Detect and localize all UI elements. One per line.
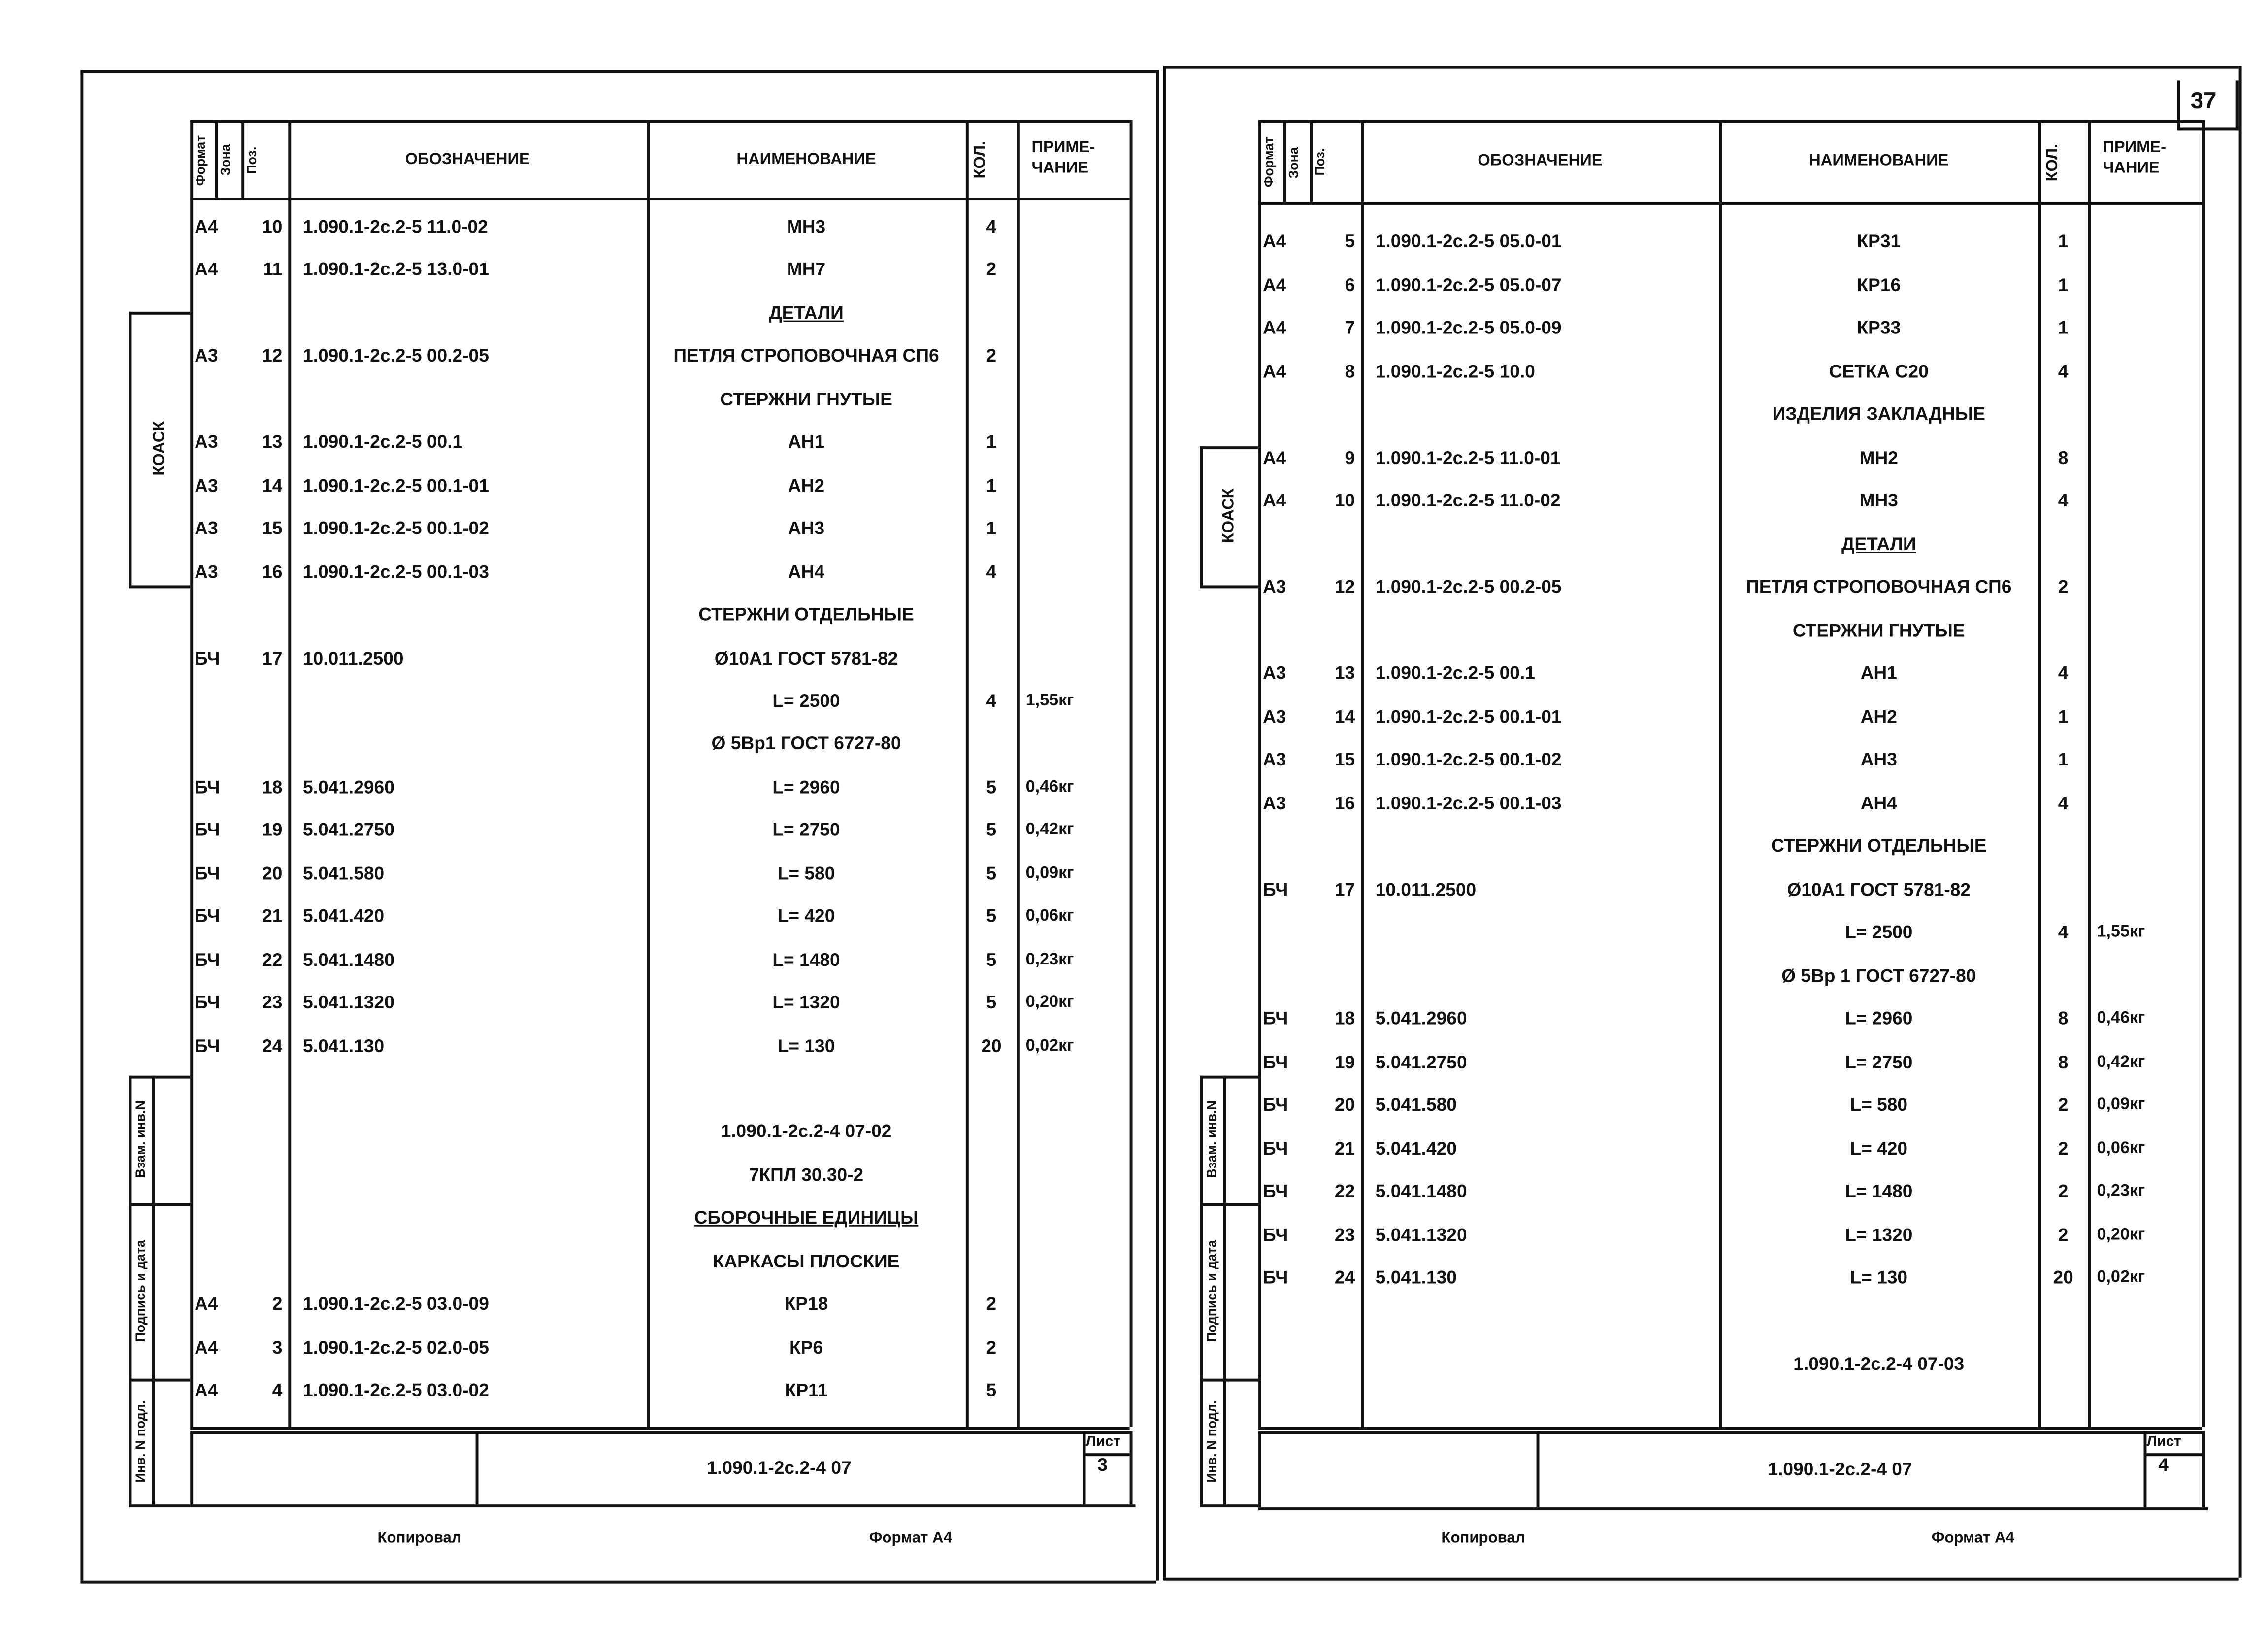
designation-cell: 5.041.130 [302, 1035, 385, 1056]
rule-line [2239, 66, 2242, 1578]
pos-cell: 3 [272, 1337, 283, 1358]
pos-cell: 14 [1334, 706, 1355, 727]
pos-cell: 8 [1345, 361, 1355, 381]
note-cell: 0,09кг [1025, 864, 1074, 882]
note-cell: 0,42кг [1025, 821, 1074, 839]
name-cell: МН2 [1859, 447, 1898, 468]
qty-cell: 1 [2058, 274, 2069, 295]
designation-cell: 10.011.2500 [1375, 879, 1477, 899]
rule-line [80, 70, 1156, 73]
rule-line [1163, 66, 1166, 1578]
name-cell: АН1 [788, 432, 825, 453]
rule-line [2038, 120, 2041, 1427]
format-cell: А4 [1262, 361, 1286, 381]
rule-line [1537, 1431, 1540, 1507]
koask-stamp: КОАСК [151, 421, 168, 476]
name-cell: L= 420 [1850, 1137, 1908, 1159]
name-cell: L= 580 [777, 863, 835, 884]
pos-cell: 21 [262, 906, 283, 927]
name-cell: ПЕТЛЯ СТРОПОВОЧНАЯ СП6 [673, 346, 939, 366]
name-cell: СЕТКА С20 [1829, 361, 1929, 381]
rule-line [1258, 202, 2202, 205]
rule-line [476, 1431, 479, 1505]
pos-cell: 22 [1334, 1181, 1355, 1202]
note-cell: 0,09кг [2097, 1096, 2145, 1114]
rule-line [80, 70, 83, 1581]
rule-line [966, 120, 969, 1427]
note-cell: 0,02кг [2097, 1268, 2145, 1287]
name-cell: АН4 [1860, 792, 1897, 813]
sign-date-stamp: Подпись и дата [1204, 1239, 1219, 1342]
sheet-label: Лист [1085, 1434, 1120, 1451]
designation-cell: 1.090.1-2с.2-5 00.1 [1375, 663, 1535, 684]
pos-cell: 23 [262, 992, 283, 1013]
qty-cell: 5 [986, 992, 997, 1013]
designation-cell: 5.041.1320 [302, 992, 394, 1013]
qty-cell: 2 [2058, 1137, 2069, 1159]
qty-cell: 1 [986, 475, 997, 496]
format-cell: БЧ [195, 777, 220, 798]
format-label: Формат А4 [869, 1529, 952, 1547]
format-cell: БЧ [195, 820, 220, 841]
qty-cell: 4 [986, 216, 997, 237]
format-header: Формат [193, 135, 208, 186]
rule-line [1163, 66, 2239, 69]
format-cell: БЧ [195, 906, 220, 927]
qty-cell: 2 [2058, 1224, 2069, 1245]
qty-cell: 4 [2058, 792, 2069, 813]
qty-cell: 1 [986, 518, 997, 539]
name-cell: L= 2960 [1845, 1008, 1913, 1029]
note-header-2: ЧАНИЕ [2103, 159, 2160, 177]
designation-cell: 1.090.1-2с.2-5 00.1-01 [1375, 706, 1562, 727]
sign-date-stamp: Подпись и дата [133, 1239, 148, 1342]
rule-line [1258, 120, 2202, 123]
format-cell: А4 [195, 1380, 218, 1401]
format-cell: БЧ [195, 949, 220, 970]
designation-cell: 1.090.1-2с.2-5 05.0-01 [1375, 231, 1562, 252]
qty-cell: 20 [2053, 1267, 2073, 1288]
qty-cell: 2 [2058, 1095, 2069, 1115]
pos-cell: 14 [262, 475, 283, 496]
name-cell: АН2 [1860, 706, 1897, 727]
name-cell: КР11 [785, 1380, 828, 1401]
page-number: 37 [2190, 89, 2217, 114]
designation-header: ОБОЗНАЧЕНИЕ [1478, 152, 1603, 170]
name-cell: L= 130 [777, 1035, 835, 1056]
rule-line [190, 120, 1129, 123]
pos-cell: 10 [1334, 490, 1355, 511]
designation-cell: 1.090.1-2с.2-5 02.0-05 [302, 1337, 489, 1358]
name-cell: L= 2500 [772, 691, 840, 711]
pos-cell: 21 [1334, 1137, 1355, 1159]
rule-line [190, 198, 1129, 200]
qty-header: КОЛ. [2044, 143, 2062, 182]
inv-replace-stamp: Взам. инв.N [133, 1100, 148, 1178]
name-cell: МН7 [787, 260, 826, 280]
designation-cell: 5.041.2750 [1375, 1051, 1467, 1072]
pos-cell: 16 [262, 561, 283, 582]
rule-line [1258, 120, 1261, 1427]
name-header: НАИМЕНОВАНИЕ [736, 150, 876, 168]
designation-cell: 1.090.1-2с.2-5 00.2-05 [1375, 576, 1562, 598]
qty-cell: 1 [986, 432, 997, 453]
name-cell: L= 1480 [772, 949, 840, 970]
designation-cell: 5.041.2750 [302, 820, 394, 841]
format-cell: А3 [1262, 706, 1286, 727]
format-cell: БЧ [195, 1035, 220, 1056]
format-cell: БЧ [1262, 1008, 1288, 1029]
rule-line [190, 1504, 1135, 1507]
note-cell: 0,02кг [1025, 1037, 1074, 1055]
name-cell: Ø 5Вр 1 ГОСТ 6727-80 [1781, 965, 1976, 986]
qty-cell: 1 [2058, 706, 2069, 727]
format-cell: БЧ [1262, 1267, 1288, 1288]
inv-orig-stamp: Инв. N подл. [1204, 1400, 1219, 1483]
name-cell: СТЕРЖНИ ОТДЕЛЬНЫЕ [1771, 835, 1987, 857]
rule-line [1130, 1431, 1133, 1505]
qty-cell: 4 [2058, 922, 2069, 943]
doc-code: 1.090.1-2с.2-4 07 [707, 1458, 852, 1478]
pos-cell: 15 [262, 518, 283, 539]
name-cell: АН4 [788, 561, 825, 582]
designation-cell: 1.090.1-2с.2-5 00.1-02 [1375, 749, 1562, 770]
name-cell: L= 1320 [772, 992, 840, 1013]
designation-cell: 1.090.1-2с.2-5 00.1-01 [302, 475, 489, 496]
note-cell: 1,55кг [1025, 692, 1074, 710]
name-cell: КР18 [784, 1294, 828, 1315]
designation-cell: 1.090.1-2с.2-5 03.0-09 [302, 1294, 489, 1315]
rule-line [190, 1431, 1129, 1434]
designation-cell: 1.090.1-2с.2-5 13.0-01 [302, 260, 489, 280]
name-cell: КАРКАСЫ ПЛОСКИЕ [713, 1251, 900, 1272]
designation-cell: 1.090.1-2с.2-5 10.0 [1375, 361, 1535, 381]
name-cell: L= 2500 [1845, 922, 1913, 943]
pos-cell: 20 [1334, 1095, 1355, 1115]
copied-label: Копировал [377, 1529, 461, 1547]
name-header: НАИМЕНОВАНИЕ [1809, 152, 1949, 170]
name-cell: СТЕРЖНИ ОТДЕЛЬНЫЕ [698, 604, 914, 625]
name-cell: L= 420 [777, 906, 835, 927]
note-cell: 0,46кг [2097, 1009, 2145, 1028]
rule-line [129, 585, 190, 588]
format-cell: А4 [195, 216, 218, 237]
note-cell: 0,06кг [2097, 1139, 2145, 1157]
designation-cell: 5.041.420 [302, 906, 385, 927]
format-cell: А3 [195, 561, 218, 582]
format-cell: А4 [195, 1294, 218, 1315]
qty-cell: 5 [986, 777, 997, 798]
format-cell: А3 [1262, 576, 1286, 598]
qty-cell: 4 [2058, 490, 2069, 511]
zone-header: Зона [218, 144, 233, 176]
name-cell: L= 2960 [772, 777, 840, 798]
note-cell: 0,23кг [2097, 1182, 2145, 1200]
rule-line [129, 1504, 190, 1507]
qty-cell: 5 [986, 863, 997, 884]
name-cell: L= 2750 [772, 820, 840, 841]
format-cell: А3 [1262, 792, 1286, 813]
name-cell: Ø 5Вр1 ГОСТ 6727-80 [711, 733, 901, 755]
name-cell: КР16 [1857, 274, 1901, 295]
pos-cell: 15 [1334, 749, 1355, 770]
pos-cell: 17 [262, 647, 283, 668]
designation-cell: 1.090.1-2с.2-5 03.0-02 [302, 1380, 489, 1401]
name-cell: КР6 [789, 1337, 823, 1358]
format-cell: БЧ [195, 992, 220, 1013]
sheet-number: 4 [2158, 1455, 2169, 1475]
pos-cell: 24 [262, 1035, 283, 1056]
name-cell: КР31 [1857, 231, 1901, 252]
qty-cell: 8 [2058, 447, 2069, 468]
format-cell: А4 [1262, 274, 1286, 295]
pos-cell: 19 [262, 820, 283, 841]
rule-line [1130, 120, 1133, 1427]
designation-cell: 5.041.580 [1375, 1095, 1457, 1115]
name-cell: АН3 [1860, 749, 1897, 770]
rule-line [1258, 1431, 1261, 1507]
format-cell: БЧ [1262, 1051, 1288, 1072]
pos-cell: 5 [1345, 231, 1355, 252]
name-cell: СТЕРЖНИ ГНУТЫЕ [720, 389, 892, 410]
name-cell: 1.090.1-2с.2-4 07-03 [1793, 1354, 1965, 1374]
qty-cell: 5 [986, 820, 997, 841]
name-cell: ДЕТАЛИ [769, 302, 844, 324]
rule-line [1258, 1507, 2208, 1510]
format-cell: А3 [195, 518, 218, 539]
rule-line [129, 312, 131, 586]
note-cell: 0,20кг [1025, 994, 1074, 1012]
pos-cell: 9 [1345, 447, 1355, 468]
rule-line [1361, 120, 1364, 1427]
rule-line [2202, 1431, 2205, 1507]
designation-cell: 1.090.1-2с.2-5 05.0-07 [1375, 274, 1562, 295]
format-cell: БЧ [195, 863, 220, 884]
pos-cell: 23 [1334, 1224, 1355, 1245]
qty-cell: 4 [2058, 361, 2069, 381]
designation-cell: 5.041.1320 [1375, 1224, 1467, 1245]
pos-cell: 12 [262, 346, 283, 366]
format-cell: БЧ [1262, 879, 1288, 899]
format-cell: А4 [195, 260, 218, 280]
pos-cell: 17 [1334, 879, 1355, 899]
rule-line [1156, 70, 1159, 1581]
rule-line [190, 120, 193, 1427]
pos-cell: 13 [262, 432, 283, 453]
format-cell: БЧ [195, 647, 220, 668]
pos-cell: 20 [262, 863, 283, 884]
copied-label: Копировал [1441, 1529, 1525, 1547]
pos-cell: 7 [1345, 317, 1355, 338]
pos-cell: 18 [1334, 1008, 1355, 1029]
designation-cell: 1.090.1-2с.2-5 00.1-03 [302, 561, 489, 582]
qty-cell: 1 [2058, 231, 2069, 252]
doc-code: 1.090.1-2с.2-4 07 [1768, 1459, 1912, 1480]
koask-stamp: КОАСК [1220, 488, 1238, 543]
format-cell: А4 [195, 1337, 218, 1358]
rule-line [647, 120, 650, 1427]
designation-cell: 1.090.1-2с.2-5 05.0-09 [1375, 317, 1562, 338]
pos-cell: 11 [263, 260, 283, 280]
designation-cell: 1.090.1-2с.2-5 11.0-02 [302, 216, 488, 237]
pos-header: Поз. [244, 146, 259, 174]
designation-cell: 1.090.1-2с.2-5 00.1-02 [302, 518, 489, 539]
name-cell: Ø10А1 ГОСТ 5781-82 [1787, 879, 1971, 899]
designation-cell: 1.090.1-2с.2-5 11.0-02 [1375, 490, 1561, 511]
pos-cell: 12 [1334, 576, 1355, 598]
qty-cell: 2 [986, 1337, 997, 1358]
designation-cell: 5.041.1480 [1375, 1181, 1467, 1202]
note-cell: 0,46кг [1025, 778, 1074, 796]
qty-cell: 8 [2058, 1008, 2069, 1029]
rule-line [80, 1581, 1156, 1584]
qty-cell: 20 [981, 1035, 1002, 1056]
pos-cell: 4 [272, 1380, 283, 1401]
qty-header: КОЛ. [971, 141, 989, 179]
note-header-2: ЧАНИЕ [1031, 159, 1089, 177]
designation-cell: 5.041.2960 [302, 777, 394, 798]
name-cell: СТЕРЖНИ ГНУТЫЕ [1792, 620, 1965, 640]
format-header: Формат [1261, 137, 1276, 188]
rule-line [1258, 1431, 2202, 1434]
name-cell: L= 1480 [1845, 1181, 1913, 1202]
format-cell: А3 [1262, 749, 1286, 770]
name-cell: 1.090.1-2с.2-4 07-02 [721, 1122, 892, 1142]
format-cell: А4 [1262, 490, 1286, 511]
note-cell: 0,42кг [2097, 1053, 2145, 1071]
designation-cell: 1.090.1-2с.2-5 11.0-01 [1375, 447, 1561, 468]
qty-cell: 2 [2058, 576, 2069, 598]
qty-cell: 4 [986, 561, 997, 582]
qty-cell: 4 [986, 691, 997, 711]
rule-line [1017, 120, 1020, 1427]
qty-cell: 5 [986, 949, 997, 970]
pos-cell: 2 [272, 1294, 283, 1315]
qty-cell: 4 [2058, 663, 2069, 684]
designation-header: ОБОЗНАЧЕНИЕ [405, 150, 530, 168]
note-header-1: ПРИМЕ- [1031, 139, 1095, 157]
rule-line [1223, 1076, 1226, 1505]
qty-cell: 2 [986, 1294, 997, 1315]
qty-cell: 5 [986, 1380, 997, 1401]
qty-cell: 1 [2058, 749, 2069, 770]
format-cell: А3 [195, 346, 218, 366]
designation-cell: 5.041.580 [302, 863, 385, 884]
name-cell: АН1 [1860, 663, 1897, 684]
name-cell: АН3 [788, 518, 825, 539]
name-cell: ПЕТЛЯ СТРОПОВОЧНАЯ СП6 [1746, 576, 2012, 598]
rule-line [1258, 1427, 2202, 1430]
designation-cell: 1.090.1-2с.2-5 00.1 [302, 432, 463, 453]
format-label: Формат А4 [1931, 1529, 2014, 1547]
inv-orig-stamp: Инв. N подл. [133, 1400, 148, 1483]
rule-line [1200, 1504, 1258, 1507]
name-cell: 7КПЛ 30.30-2 [749, 1164, 864, 1186]
note-cell: 1,55кг [2097, 923, 2145, 941]
note-header-1: ПРИМЕ- [2103, 139, 2167, 157]
qty-cell: 2 [986, 260, 997, 280]
name-cell: МН3 [1859, 490, 1898, 511]
format-cell: А3 [195, 432, 218, 453]
pos-cell: 22 [262, 949, 283, 970]
pos-cell: 6 [1345, 274, 1355, 295]
rule-line [2088, 120, 2091, 1427]
pos-cell: 16 [1334, 792, 1355, 813]
sheet-label: Лист [2146, 1434, 2181, 1451]
note-cell: 0,20кг [2097, 1226, 2145, 1243]
format-cell: А3 [1262, 663, 1286, 684]
name-cell: АН2 [788, 475, 825, 496]
designation-cell: 5.041.1480 [302, 949, 394, 970]
zone-header: Зона [1286, 146, 1301, 178]
rule-line [1200, 446, 1203, 585]
rule-line [1200, 585, 1258, 588]
name-cell: ДЕТАЛИ [1841, 533, 1916, 554]
name-cell: L= 2750 [1845, 1051, 1913, 1072]
rule-line [190, 1431, 193, 1505]
format-cell: А4 [1262, 317, 1286, 338]
format-cell: БЧ [1262, 1181, 1288, 1202]
name-cell: L= 580 [1850, 1095, 1908, 1115]
rule-line [1719, 120, 1722, 1427]
note-cell: 0,23кг [1025, 951, 1074, 968]
designation-cell: 5.041.2960 [1375, 1008, 1467, 1029]
rule-line [190, 1427, 1129, 1430]
name-cell: L= 130 [1850, 1267, 1908, 1288]
inv-replace-stamp: Взам. инв.N [1204, 1100, 1219, 1178]
qty-cell: 5 [986, 906, 997, 927]
note-cell: 0,06кг [1025, 907, 1074, 926]
format-cell: БЧ [1262, 1137, 1288, 1159]
name-cell: МН3 [787, 216, 826, 237]
pos-cell: 19 [1334, 1051, 1355, 1072]
pos-cell: 13 [1334, 663, 1355, 684]
rule-line [2144, 1453, 2202, 1455]
name-cell: КР33 [1857, 317, 1901, 338]
pos-header: Поз. [1312, 148, 1327, 176]
name-cell: L= 1320 [1845, 1224, 1913, 1245]
format-cell: А4 [1262, 231, 1286, 252]
rule-line [288, 120, 291, 1427]
rule-line [2202, 120, 2205, 1427]
qty-cell: 1 [2058, 317, 2069, 338]
format-cell: А3 [195, 475, 218, 496]
pos-cell: 18 [262, 777, 283, 798]
designation-cell: 1.090.1-2с.2-5 00.2-05 [302, 346, 489, 366]
name-cell: СБОРОЧНЫЕ ЕДИНИЦЫ [694, 1208, 919, 1229]
qty-cell: 8 [2058, 1051, 2069, 1072]
name-cell: ИЗДЕЛИЯ ЗАКЛАДНЫЕ [1772, 403, 1985, 425]
pos-cell: 24 [1334, 1267, 1355, 1288]
name-cell: Ø10А1 ГОСТ 5781-82 [714, 647, 898, 668]
format-cell: БЧ [1262, 1224, 1288, 1245]
designation-cell: 5.041.130 [1375, 1267, 1457, 1288]
pos-cell: 10 [262, 216, 283, 237]
qty-cell: 2 [986, 346, 997, 366]
designation-cell: 5.041.420 [1375, 1137, 1457, 1159]
rule-line [1163, 1578, 2239, 1581]
rule-line [152, 1076, 155, 1505]
format-cell: А4 [1262, 447, 1286, 468]
qty-cell: 2 [2058, 1181, 2069, 1202]
designation-cell: 10.011.2500 [302, 647, 404, 668]
designation-cell: 1.090.1-2с.2-5 00.1-03 [1375, 792, 1562, 813]
format-cell: БЧ [1262, 1095, 1288, 1115]
sheet-number: 3 [1097, 1455, 1108, 1475]
